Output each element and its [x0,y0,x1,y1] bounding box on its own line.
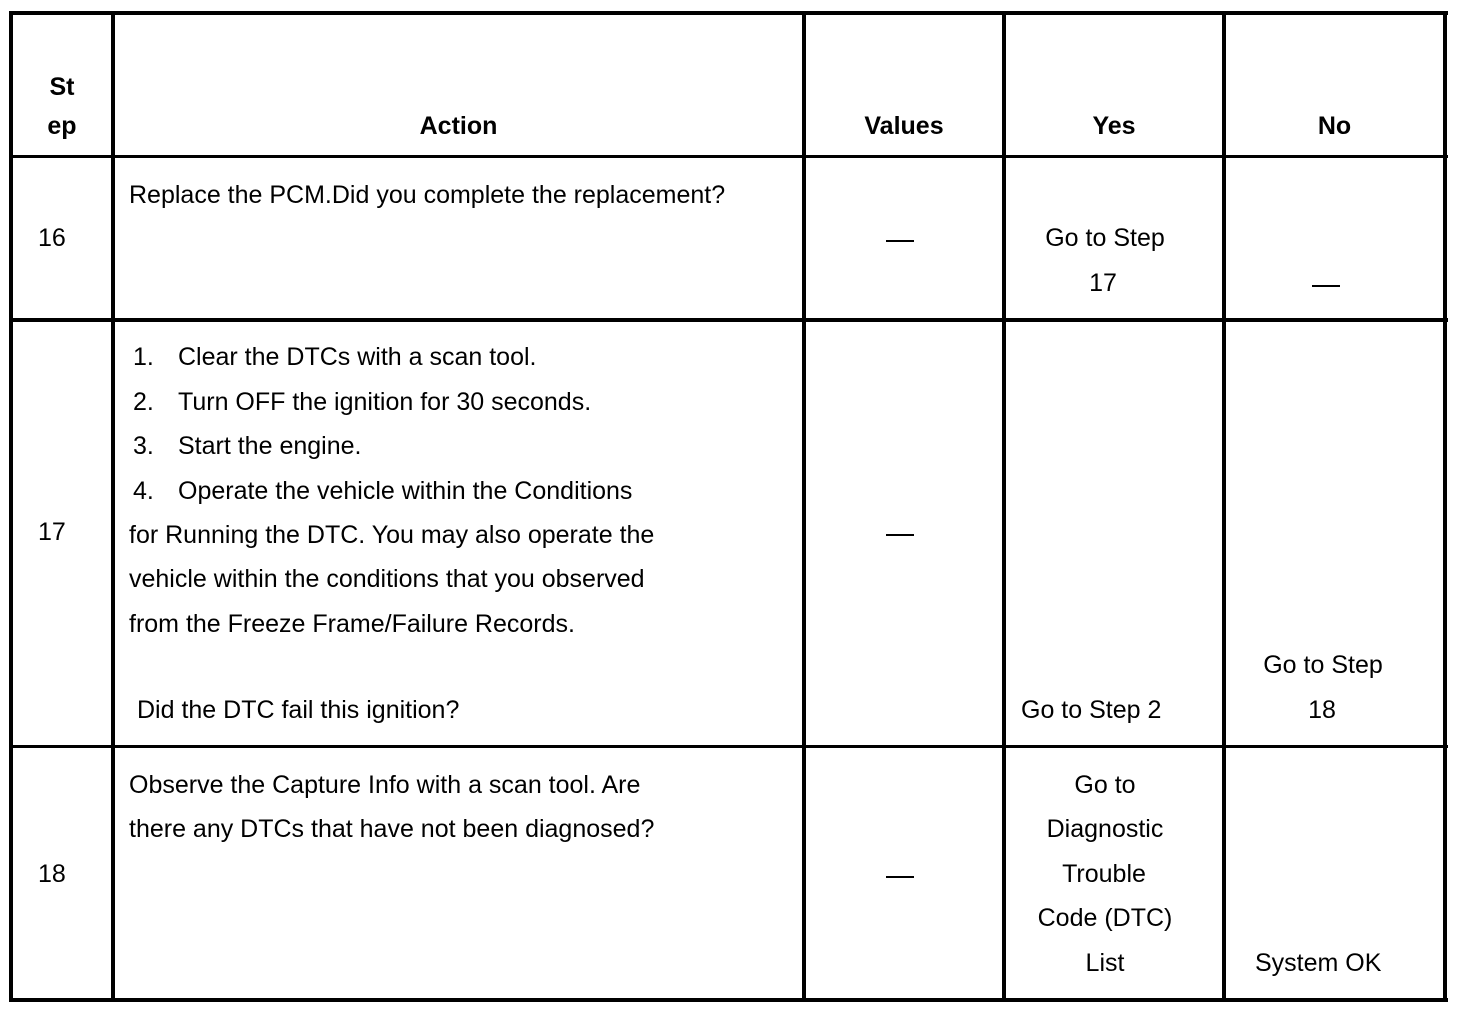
table-border-top [9,11,1448,15]
yes-cell-line2: 17 [1089,269,1117,297]
header-action: Action [419,112,498,140]
yes-cell-line: Go to [1074,771,1136,799]
row-divider [9,745,1448,748]
action-continuation: vehicle within the conditions that you observed [129,565,645,593]
table-border-bottom [9,998,1448,1002]
no-cell: System OK [1255,949,1382,977]
action-text: Replace the PCM.Did you complete the replacement? [129,181,726,209]
table-border-left [9,11,13,1002]
action-continuation: for Running the DTC. You may also operate the [129,521,655,549]
yes-cell-line: List [1085,949,1125,977]
header-step-line2: ep [47,112,77,140]
yes-cell-line1: Go to Step [1045,224,1165,252]
list-item-number: 4. [133,477,154,505]
no-cell-line2: 18 [1308,696,1336,724]
column-divider [802,11,806,1002]
list-item-number: 2. [133,388,154,416]
list-item-text: Start the engine. [178,432,362,460]
step-number: 17 [38,518,66,546]
values-cell-dash [886,876,914,878]
step-number: 16 [38,224,66,252]
no-cell-dash [1312,285,1340,287]
header-divider [9,155,1448,158]
column-divider [111,11,115,1002]
yes-cell: Go to Step 2 [1021,696,1162,724]
header-no: No [1317,112,1352,140]
header-step-line1: St [49,73,75,101]
list-item-text: Clear the DTCs with a scan tool. [178,343,537,371]
header-values: Values [864,112,944,140]
action-text: Observe the Capture Info with a scan tool. Are [129,771,641,799]
list-item-text: Turn OFF the ignition for 30 seconds. [178,388,592,416]
yes-cell-line: Code (DTC) [1037,904,1173,932]
list-item-number: 3. [133,432,154,460]
values-cell-dash [886,534,914,536]
step-number: 18 [38,860,66,888]
column-divider [1002,11,1006,1002]
yes-cell-line: Trouble [1062,860,1146,888]
header-yes: Yes [1092,112,1136,140]
action-question: Did the DTC fail this ignition? [137,696,460,724]
action-text: there any DTCs that have not been diagnosed? [129,815,655,843]
values-cell-dash [886,240,914,242]
list-item-text: Operate the vehicle within the Conditions [178,477,633,505]
no-cell-line1: Go to Step [1263,651,1383,679]
yes-cell-line: Diagnostic [1046,815,1164,843]
row-divider [9,318,1448,322]
list-item-number: 1. [133,343,154,371]
column-divider [1222,11,1226,1002]
table-border-right [1443,11,1447,1002]
action-continuation: from the Freeze Frame/Failure Records. [129,610,575,638]
